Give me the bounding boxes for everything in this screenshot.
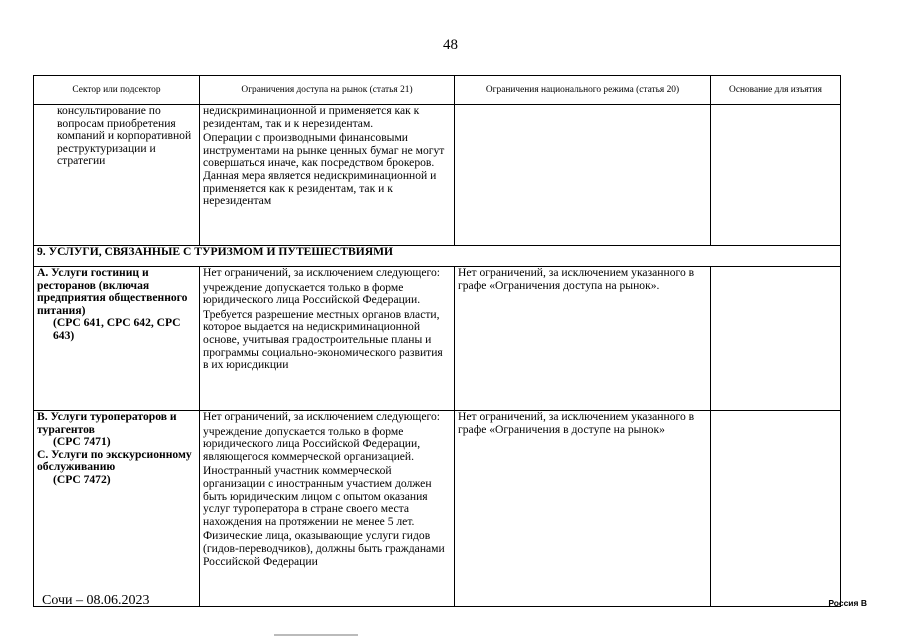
continued-sector-cell bbox=[34, 105, 200, 246]
schedule-table bbox=[33, 75, 841, 607]
continued-market-access-cell bbox=[200, 105, 455, 246]
header-basis: Основание для изъятия bbox=[711, 76, 841, 105]
market-access-paragraph: Иностранный участник коммерческой организации с иностранным участием должен быть юридическим лицом с опытом оказания услуг туроператора в стране своего места нахождения на протяжении не менее 5 лет. bbox=[203, 464, 432, 528]
header-market-access: Ограничения доступа на рынок (статья 21) bbox=[200, 76, 455, 105]
market-access-paragraph: Нет ограничений, за исключением следующего: bbox=[203, 410, 440, 423]
header-national-treatment: Ограничения национального режима (статья 20) bbox=[455, 76, 711, 105]
scan-artifact-line bbox=[274, 634, 358, 636]
section-row bbox=[34, 246, 841, 267]
market-access-cell bbox=[200, 267, 455, 411]
national-treatment-cell: Нет ограничений, за исключением указанного в графе «Ограничения в доступе на рынок» bbox=[455, 411, 711, 607]
market-access-cell bbox=[200, 411, 455, 607]
footer-country-label: Россия В bbox=[828, 598, 867, 608]
sector-cell bbox=[34, 411, 200, 607]
market-access-paragraph: Физические лица, оказывающие услуги гидов (гидов-переводчиков), должны быть гражданами Российской Федерации bbox=[203, 529, 445, 568]
section-title: 9. УСЛУГИ, СВЯЗАННЫЕ С ТУРИЗМОМ И ПУТЕШЕСТВИЯМИ bbox=[34, 246, 841, 267]
header-row bbox=[34, 76, 841, 105]
sector-codes: (CPC 641, CPC 642, CPC 643) bbox=[53, 316, 181, 342]
basis-cell bbox=[711, 267, 841, 411]
table-row bbox=[34, 411, 841, 607]
sector-title: В. Услуги туроператоров и турагентов bbox=[37, 410, 177, 436]
sector-codes: (CPC 7471) bbox=[53, 435, 111, 449]
sector-title: А. Услуги гостиниц и ресторанов (включая предприятия общественного питания) bbox=[37, 266, 188, 317]
continued-market-access-paragraph: недискриминационной и применяется как к резидентам, так и к нерезидентам. bbox=[203, 104, 420, 130]
footer-location-date: Сочи – 08.06.2023 bbox=[42, 593, 150, 608]
market-access-paragraph: учреждение допускается только в форме юридического лица Российской Федерации. bbox=[203, 280, 421, 307]
header-sector: Сектор или подсектор bbox=[34, 76, 200, 105]
sector-codes: (CPC 7472) bbox=[53, 472, 111, 486]
continued-national-treatment-cell bbox=[455, 105, 711, 246]
continued-sector: консультирование по вопросам приобретения компаний и корпоративной реструктуризации и стратегии bbox=[57, 104, 192, 168]
market-access-paragraph: учреждение допускается только в форме юридического лица Российской Федерации, являющегося коммерческой организацией. bbox=[203, 424, 421, 463]
market-access-paragraph: Нет ограничений, за исключением следующего: bbox=[203, 266, 440, 279]
market-access-paragraph: Требуется разрешение местных органов власти, которое выдается на недискриминационной основе, учитывая градостроительные планы и программы социально-экономического развития в их юрисдикции bbox=[203, 307, 443, 372]
continued-market-access-paragraph: Операции с производными финансовыми инструментами на рынке ценных бумаг не могут совершаться иначе, как посредством брокеров. Данная мера является недискриминационной и применяется как к резидентам, так и к нерезидентам bbox=[203, 131, 445, 208]
basis-cell bbox=[711, 411, 841, 607]
table-row bbox=[34, 267, 841, 411]
sector-cell bbox=[34, 267, 200, 411]
continued-basis-cell bbox=[711, 105, 841, 246]
page-number: 48 bbox=[443, 37, 458, 53]
sector-title: С. Услуги по экскурсионному обслуживанию bbox=[37, 447, 192, 474]
continued-row bbox=[34, 105, 841, 246]
national-treatment-cell: Нет ограничений, за исключением указанного в графе «Ограничения доступа на рынок». bbox=[455, 267, 711, 411]
